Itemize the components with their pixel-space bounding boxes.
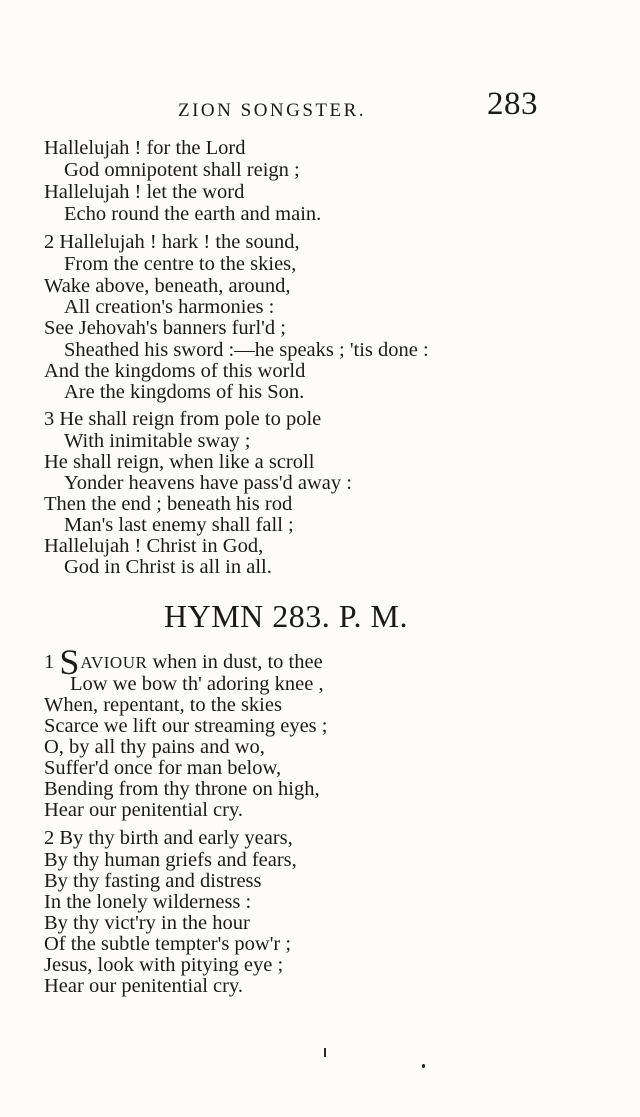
verse-line: Man's last enemy shall fall ; — [64, 514, 294, 536]
verse-line: Scarce we lift our streaming eyes ; — [44, 715, 328, 737]
verse-line: Bending from thy throne on high, — [44, 778, 320, 800]
verse-line: Hallelujah ! for the Lord — [44, 137, 246, 159]
verse-line: Of the subtle tempter's pow'r ; — [44, 933, 292, 955]
print-speck — [422, 1064, 425, 1068]
first-word-small-caps: AVIOUR — [80, 653, 148, 672]
running-head — [0, 86, 640, 136]
verse-line: From the centre to the skies, — [64, 253, 297, 275]
verse-line: Then the end ; beneath his rod — [44, 493, 293, 515]
stanza-number: 1 — [44, 651, 55, 673]
first-line-text: when in dust, to thee — [147, 651, 323, 673]
verse-line: He shall reign, when like a scroll — [44, 451, 315, 473]
verse-line: When, repentant, to the skies — [44, 694, 282, 716]
verse-line-first — [44, 642, 323, 682]
verse-line: By thy vict'ry in the hour — [44, 912, 250, 934]
verse-line: By thy fasting and distress — [44, 870, 262, 892]
verse-line: And the kingdoms of this world — [44, 360, 306, 382]
verse-line: 2 Hallelujah ! hark ! the sound, — [44, 231, 300, 253]
verse-line: Hallelujah ! Christ in God, — [44, 535, 264, 557]
verse-line: Are the kingdoms of his Son. — [64, 381, 305, 403]
verse-line: All creation's harmonies : — [64, 296, 275, 318]
verse-line: Sheathed his sword :—he speaks ; 'tis done : — [64, 339, 429, 361]
drop-capital: S — [59, 642, 80, 682]
verse-line: By thy human griefs and fears, — [44, 849, 297, 871]
verse-line: Hear our penitential cry. — [44, 975, 244, 997]
verse-line: O, by all thy pains and wo, — [44, 736, 265, 758]
verse-line: Jesus, look with pitying eye ; — [44, 954, 284, 976]
verse-line: Yonder heavens have pass'd away : — [64, 472, 352, 494]
verse-line: Hear our penitential cry. — [44, 799, 244, 821]
verse-line: With inimitable sway ; — [64, 430, 251, 452]
page-number: 283 — [487, 86, 538, 122]
verse-line: Wake above, beneath, around, — [44, 275, 291, 297]
hymn-heading: HYMN 283. P. M. — [164, 598, 408, 634]
running-title: ZION SONGSTER. — [178, 100, 367, 121]
verse-line: 3 He shall reign from pole to pole — [44, 408, 322, 430]
verse-line: In the lonely wilderness : — [44, 891, 252, 913]
verse-line: Low we bow th' adoring knee , — [70, 673, 324, 695]
print-speck — [324, 1048, 326, 1057]
verse-line: God in Christ is all in all. — [64, 556, 272, 578]
verse-line: See Jehovah's banners furl'd ; — [44, 317, 286, 339]
verse-line: Suffer'd once for man below, — [44, 757, 282, 779]
verse-line: God omnipotent shall reign ; — [64, 159, 300, 181]
verse-line: Hallelujah ! let the word — [44, 181, 245, 203]
verse-line: 2 By thy birth and early years, — [44, 827, 293, 849]
verse-line: Echo round the earth and main. — [64, 203, 322, 225]
